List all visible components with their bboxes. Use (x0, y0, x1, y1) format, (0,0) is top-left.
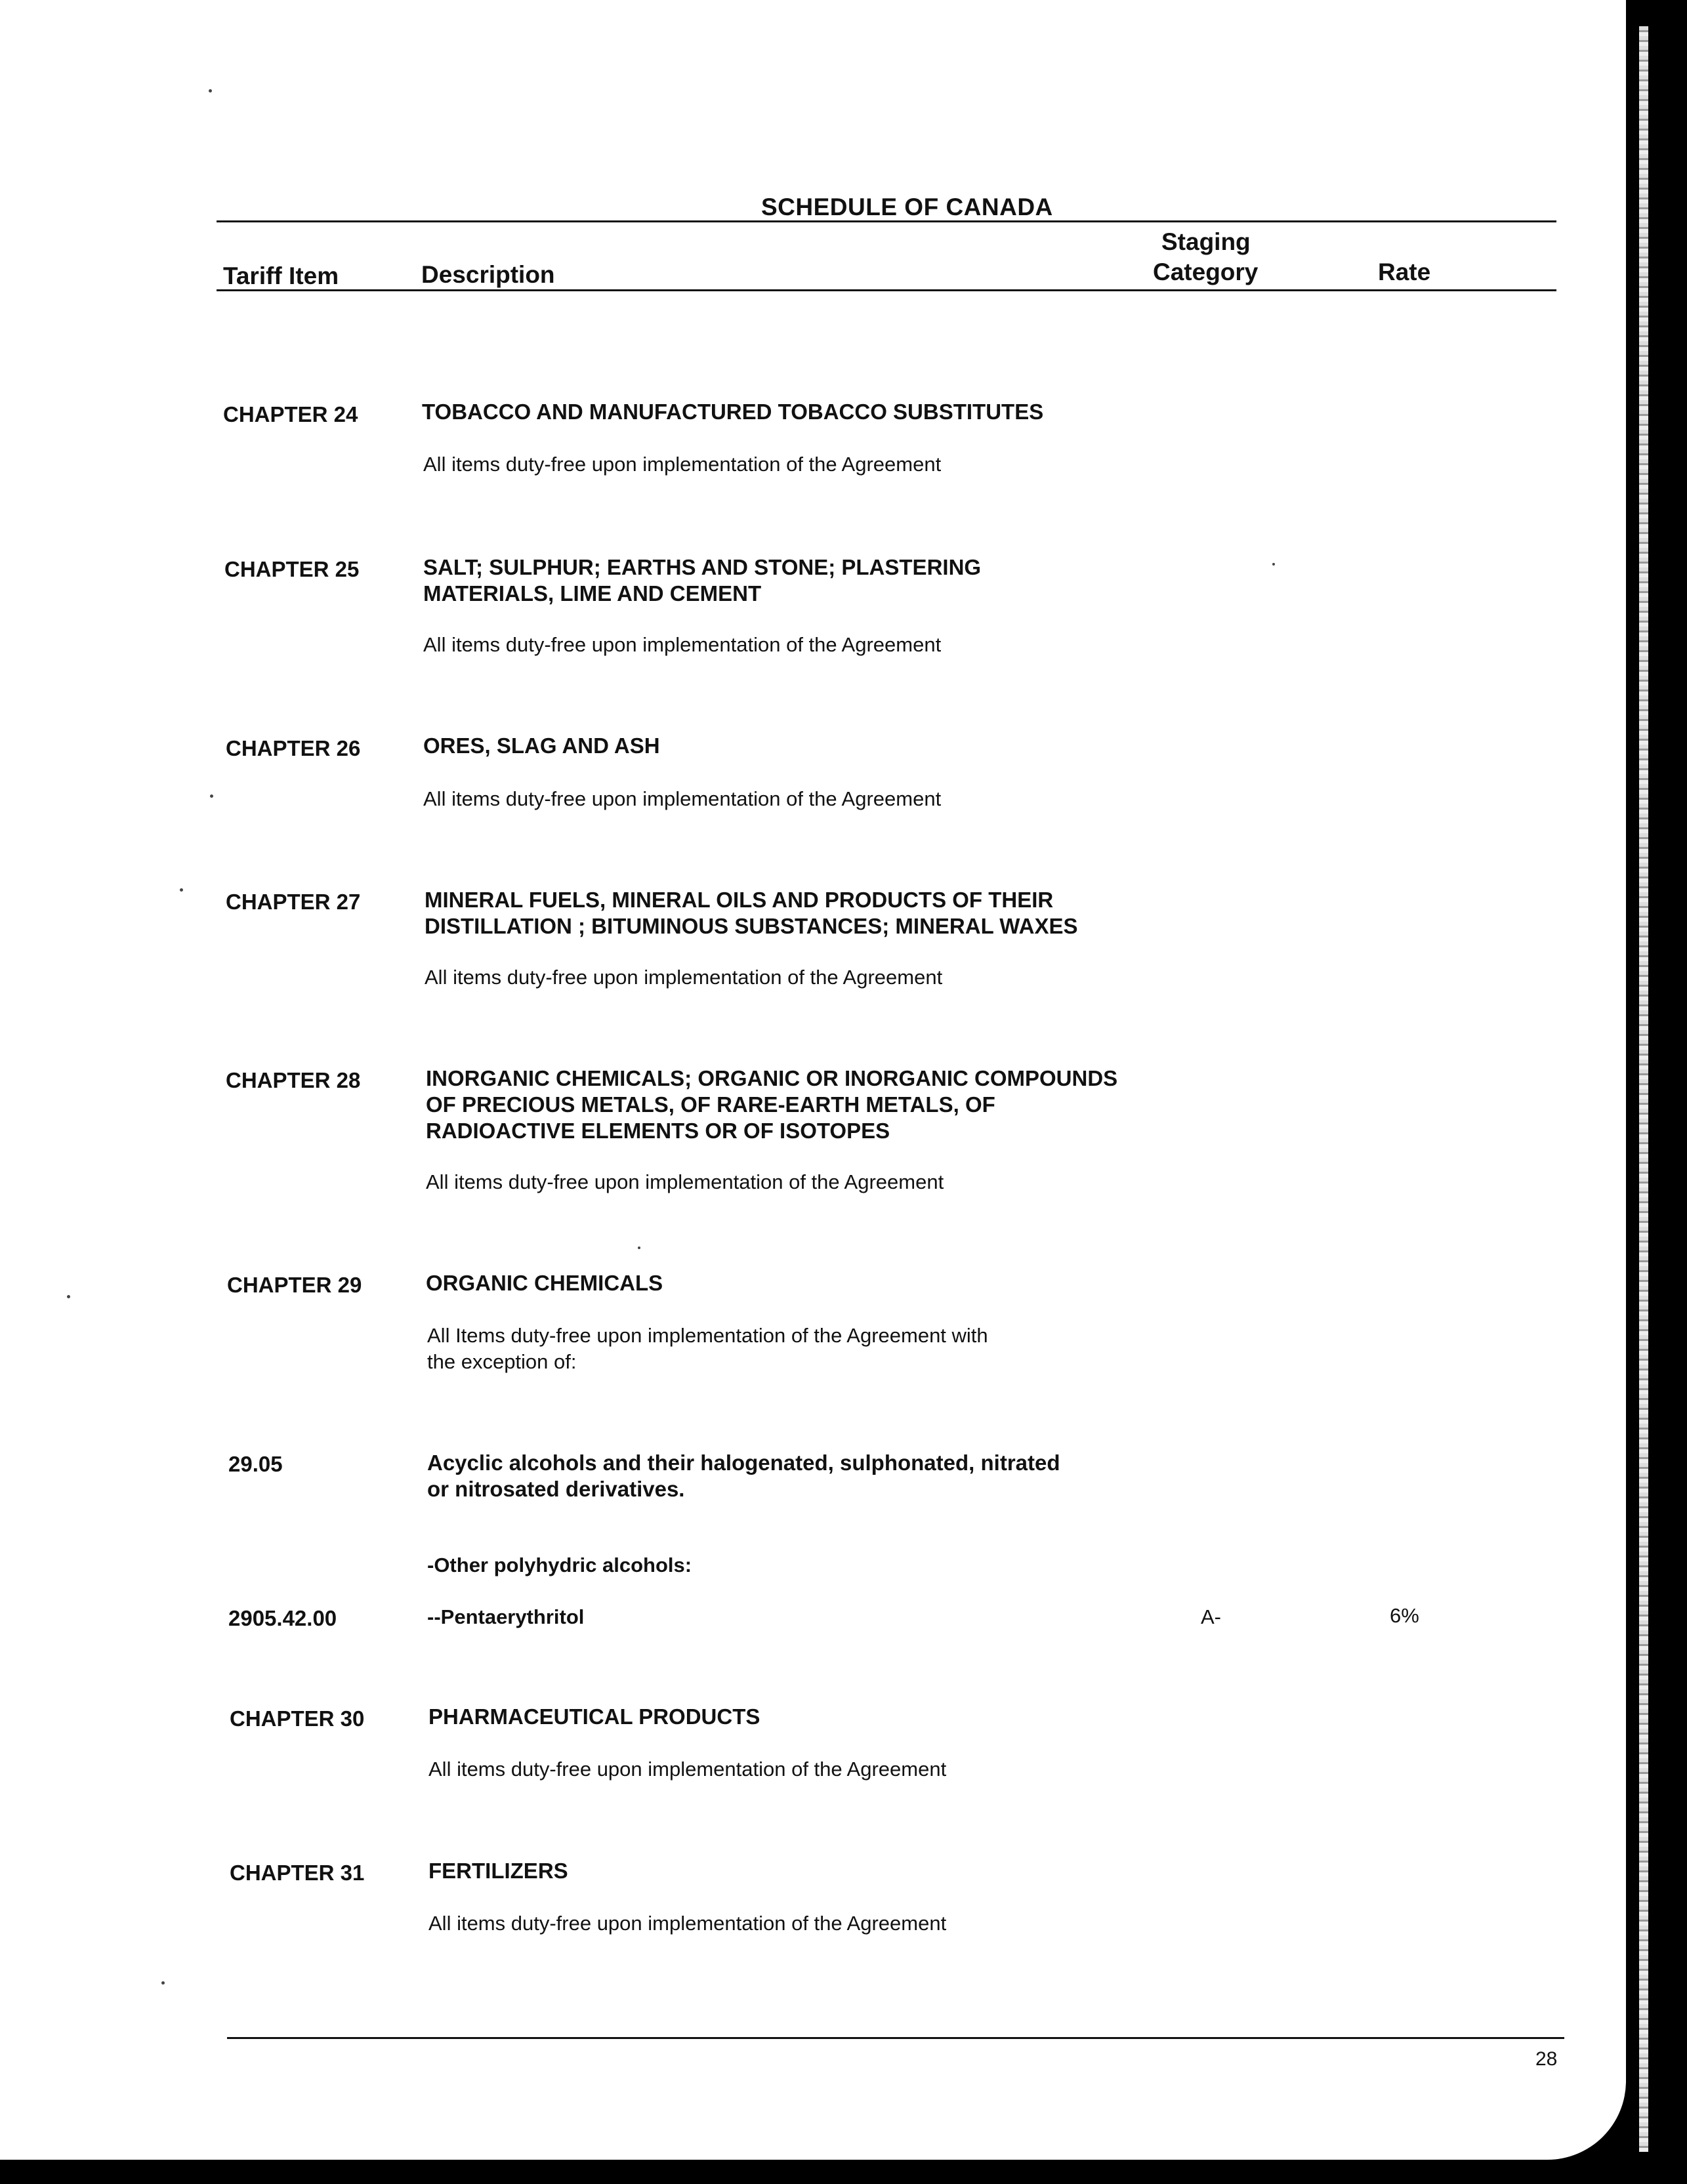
scan-speck (210, 794, 213, 798)
description-note: All items duty-free upon implementation of the Agreement (423, 787, 942, 810)
column-header-description: Description (421, 261, 555, 288)
description-note: All items duty-free upon implementation of the Agreement (428, 1758, 947, 1781)
column-header-tariff-item: Tariff Item (223, 262, 339, 289)
header-bottom-rule (217, 289, 1556, 291)
tariff-item: CHAPTER 27 (226, 890, 361, 914)
description-note: All items duty-free upon implementation of the Agreement (426, 1170, 944, 1193)
page-number: 28 (1535, 2048, 1558, 2070)
description-heading: PHARMACEUTICAL PRODUCTS (428, 1704, 760, 1729)
scan-edge-strip (1639, 26, 1648, 2152)
tariff-item: 29.05 (228, 1452, 283, 1476)
scan-speck (161, 1981, 165, 1985)
tariff-item: CHAPTER 26 (226, 736, 361, 760)
schedule-title: SCHEDULE OF CANADA (761, 194, 1053, 220)
description-heading: ORGANIC CHEMICALS (426, 1271, 663, 1295)
staging-category-value: A- (1201, 1605, 1221, 1628)
column-header-rate: Rate (1378, 258, 1431, 285)
description-note: All Items duty-free upon implementation of the Agreement with the exception of: (427, 1324, 988, 1373)
description-note: All items duty-free upon implementation of the Agreement (423, 633, 942, 656)
description-note: All items duty-free upon implementation of the Agreement (423, 453, 942, 476)
scan-speck (209, 89, 212, 93)
tariff-item: CHAPTER 25 (224, 557, 360, 581)
description-heading: SALT; SULPHUR; EARTHS AND STONE; PLASTERING MATERIALS, LIME AND CEMENT (423, 555, 982, 606)
tariff-item: CHAPTER 24 (223, 402, 358, 426)
scan-speck (67, 1295, 70, 1298)
description-note: All items duty-free upon implementation of the Agreement (425, 966, 943, 989)
column-header-staging-line1: Staging (1161, 228, 1251, 255)
scan-speck (1272, 563, 1275, 566)
subheading: -Other polyhydric alcohols: (427, 1554, 692, 1576)
description-heading: ORES, SLAG AND ASH (423, 733, 660, 758)
column-header-staging-line2: Category (1153, 258, 1259, 285)
rate-value: 6% (1390, 1604, 1419, 1627)
description-heading: TOBACCO AND MANUFACTURED TOBACCO SUBSTITUTES (422, 400, 1044, 424)
description-line: --Pentaerythritol (427, 1605, 585, 1628)
footer-rule (227, 2037, 1564, 2039)
tariff-item: CHAPTER 28 (226, 1068, 361, 1092)
scan-speck (638, 1247, 640, 1249)
description-heading: Acyclic alcohols and their halogenated, sulphonated, nitrated or nitrosated derivatives. (427, 1451, 1060, 1501)
scan-speck (180, 888, 183, 892)
description-heading: MINERAL FUELS, MINERAL OILS AND PRODUCTS OF THEIR DISTILLATION ; BITUMINOUS SUBSTANCES; MINERAL WAXES (425, 888, 1078, 938)
tariff-item: CHAPTER 29 (227, 1273, 362, 1297)
header-top-rule (217, 220, 1556, 222)
tariff-item: 2905.42.00 (228, 1606, 337, 1630)
description-heading: FERTILIZERS (428, 1859, 568, 1883)
tariff-item: CHAPTER 31 (230, 1861, 365, 1885)
description-note: All items duty-free upon implementation of the Agreement (428, 1912, 947, 1935)
tariff-item: CHAPTER 30 (230, 1706, 365, 1731)
description-heading: INORGANIC CHEMICALS; ORGANIC OR INORGANIC COMPOUNDS OF PRECIOUS METALS, OF RARE-EARTH METALS, OF RADIOACTIVE ELEMENTS OR OF ISOTOPES (426, 1066, 1118, 1143)
